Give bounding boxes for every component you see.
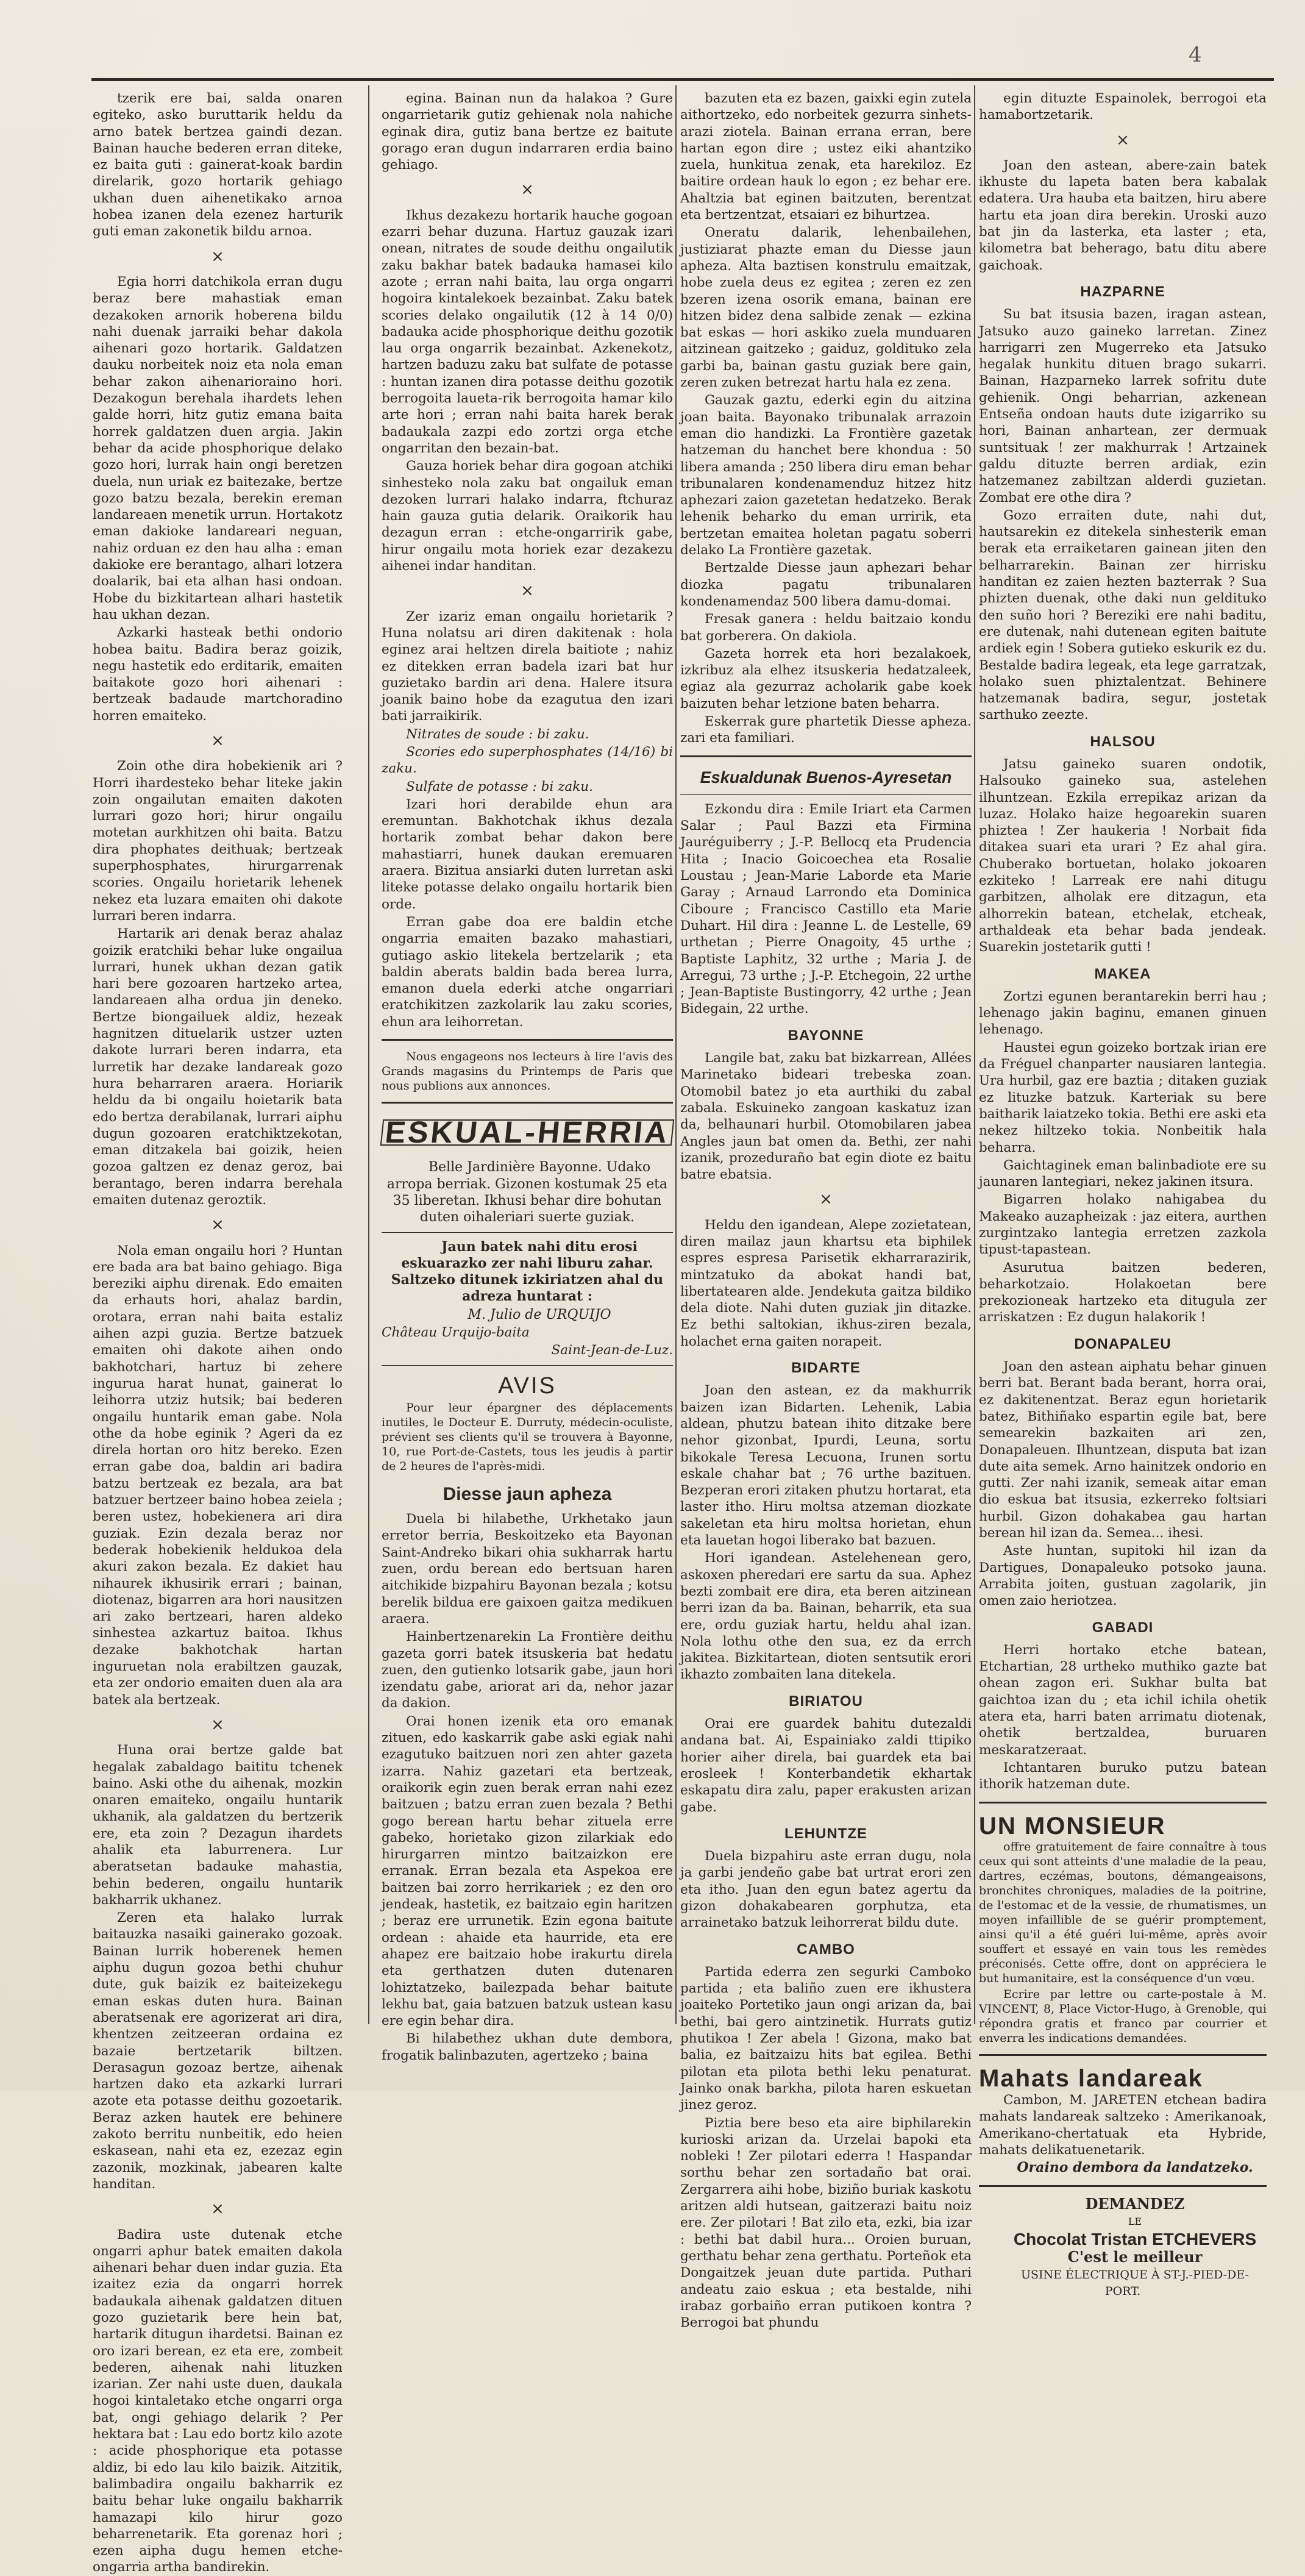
rule [382,1039,673,1041]
ad-chocolat-slogan: C'est le meilleur [1067,2248,1203,2266]
paragraph: Sulfate de potasse : bi zaku. [406,779,593,794]
ad-chocolat-demandez: DEMANDEZ [1085,2194,1185,2213]
paragraph: Joan den astean, ez da makhurrik baizen izan Bidarten. Lehenik, Labia aldean, phutzu batean ihito ditzake bere nehor gizonbat, Ipurdi, Leuna, sortu bikokale Teresa Lecuona, Irunen sortu eskale chahar bat ; 76 urthe bazituen. Bezperan erori zitaken phutzu hortarat, eta laster itho. Hiru moltsa atzeman diozkate sakeletan eta hiru moltsa horietan, ehun eta lauetan hogoi liberako bat bazuen. [680,1383,972,1549]
section-separator: × [211,1715,224,1734]
paragraph: Heldu den igandean, Alepe zozietatean, diren mailaz jaun khartsu eta biphilek espres espresa Parisetik ekharrarazirik, mintzatuko da abokat handi bat, libertatearen alde. Jendekuta gaitza bildiko dela diote. Nahi duten guziak jin ditazke. Ez bethi saltokian, ikhus-ziren bezala, holachet erna gaiten norapeit. [680,1217,972,1349]
avis-title: AVIS [498,1372,556,1399]
ad-mahats-text: Cambon, M. JARETEN etchean badira mahats landareak saltzeko : Amerikanoak, Amerikano-chertatuak eta Hybride, mahats delikatuenetarik. [979,2093,1267,2158]
column-1 [93,90,343,2575]
paragraph: Su bat itsusia bazen, iragan astean, Jatsuko auzo gaineko larretan. Zinez harrigarri zen Mugerreko eta Jatsuko hegalak hunkitu dituen brago sukarri. Bainan, Hazparneko larrek sofritu dute gehienik. Ongi beharrian, azkenean Entseña ondoan hauts dute izigarriko su hori, Bainan anhartean, zer dermuak suntsituak ! zer makhurrak ! Artzainek galdu dituzte berren ardiak, ezin hatzemanez zabiltzan alderdi guzietan. Zombat ere othe dira ? [979,307,1267,505]
section-title-hazparne: HAZPARNE [1080,283,1165,300]
paragraph: Partida ederra zen segurki Camboko partida ; eta baliño zuen ere ikhustera joaiteko Portetiko jaun ongi arizan da, bai bethi, bai gero aintzinetik. Hurrats gutiz phutikoa ! Zer abela ! Gizona, mako bat balia, ez baitzaizu hits bat egilea. Bethi pilotan eta pilota bethi leku penaturat. Jainko onak barkha, pilota haren eskuetan jinez geroz. [680,1964,972,2113]
section-title-makea: MAKEA [1094,965,1151,982]
paragraph: Scories edo superphosphates (14/16) bi zaku. [382,744,673,777]
paragraph: Zeren eta halako lurrak baitauzka nasaiki gainerako gozoak. Bainan lurrik hoberenek hemen aiphu dugun gozoa bethi chuhur dute, guk baizik ez baiteizekegu eman eskas duten hura. Bainan aberatsenak ere agorizerat ari dira, khentzen zeitzeeran ordaina ez bazaie bertzetarik biltzen. Derasagun gozoaz bertze, aihenak hartzen dako eta azkarki lurrari azote eta potasse deithu gozoetarik. Beraz azken hautek ere behinere zakoto berritu nunbeitik, edo heien eskasean, nahi eta ez, ezezaz egin zazonik, mozkinak, jabearen kalte handitan. [93,1910,343,2192]
paragraph: Orai ere guardek bahitu dutezaldi andana bat. Ai, Espainiako zaldi ttipiko horier aiher direla, bai guardek eta bai erosleek ! Konterbandetik ekhartak eskapatu dira zalu, paper erakusten arizan gabe. [680,1716,972,1815]
section-separator: × [521,582,534,601]
ad-book-buyer-title: Jaun batek nahi ditu erosi eskuarazko zer nahi liburu zahar. Saltzeko ditunek izkiriatzen ahal du adreza huntarat : [391,1238,664,1305]
paragraph: Hartarik ari denak beraz ahalaz goizik eratchiki behar luke ongailua lurrari, hunek ukhan dezan gatik hari bere gozoaren hartzeko artea, landareaen alha ordua jin deneko. Bertze biongailuek aldiz, hezeak hagnitzen dituelarik ustzer uzten dakote lurrari beren indarra, eta lurretik har dezake landareak gozo hura beharraren araera. Horiarik heldu da bi ongailu hoietarik bata edo bertza derabilanak, lurrari aiphu dugun gozoaren eratchiktzekotan, eman ditzakela bai goizik, heien gozoa galtzen ez denaz geroz, bai berantago, beren indarra berehala emaiten dutenaz geroztik. [93,926,343,1208]
paragraph: Erran gabe doa ere baldin etche ongarria emaiten bazako mahastiari, gutiago askio litekela bertzelarik ; eta baldin aberats baldin bada berea lurra, emanon duela ederki atche ongarriari eratchikitzen zazkolarik lau zaku scories, ehun ara leihorretan. [382,914,673,1030]
ad-book-buyer-name: M. Julio de URQUIJO [468,1307,611,1322]
rule [979,2185,1267,2187]
section-title-lehuntze: LEHUNTZE [784,1825,867,1842]
paragraph: Izari hori derabilde ehun ara eremuntan. Bakhotchak ikhus dezala hortarik zombat behar dakon bere mahastiarri, hunek daukan eremuaren araera. Bizitua ansiarki duten lurretan aski liteke potasse delako ongailu hortarik bien orde. [382,796,673,912]
ad-chocolat-le: LE [1128,2215,1142,2227]
page-number: 4 [1189,43,1202,67]
paragraph: Duela bi hilabethe, Urkhetako jaun erretor berria, Beskoitzeko eta Bayonan Saint-Andreko bikari ohia sukharrak hartu zuen, ordu berean edo bertsuan haren aitchikide bizpahiru Bayonan bezala ; kotsu berelik bildua ere gaixoen gaitza medikuen araera. [382,1511,673,1627]
paragraph: Gozo erraiten dute, nahi dut, hautsarekin ez ditekela sinhesterik eman berak eta erraiketaren gainean jiten den belharrarekin. Bainan zer hirrisku handitan ez zaien hezten bazterrak ? Sua phizten duenak, othe daki nun geldituko den suño hori ? Bereziki ere nahi baditu, ere dutenak, nahi dutenean egiten baitute ardiek egin ! Sobera gutieko eskurik ez du. Bestalde badira legeak, eta lege garratzak, holako suen phiztalentzat. Behinere hatzemanak badira, segur, jostetak sarthuko zeezte. [979,507,1267,723]
paragraph: Bigarren holako nahigabea du Makeako auzapheizak : jaz eitera, aurthen zurgintzako lantegia erretzen zazkola tipust-tapastean. [979,1192,1267,1258]
paragraph: Egia horri datchikola erran dugu beraz bere mahastiak eman dezakoken arnorik hoberena bildu nahi duenak jarraiki behar dakola aihenari gozo hortarik. Galdatzen dauku norbeitek noiz eta nola eman behar zakon aihenarioraino hori. Dezakogun berehala ihardets lehen galde horri, hitz gutiz emana baita horrek galdatzen duen argia. Jakin behar da acide phosphorique delako gozo hori, lurrak hain ongi beretzen duela, nun uriak ez baitezake, bertze gozo batzu bezala, berekin ereman landareaen menetik urrun. Hortakotz eman dakioke landareari neguan, nahiz orduan ez den hau alha : eman dakioke ere berantago, alhari lotzera doalarik, bai eta alhan hasi ondoan. Hobe du bizkitartean alhari hastetik hau ukhan dezan. [93,274,343,623]
paragraph: Joan den astean aiphatu behar ginuen berri bat. Berant bada berant, horra orai, ez dakitenentzat. Beraz egun horietarik batez, Bithiñako espartin egile bat, bere semearekin bazkaiten ari zen, Donapaleuen. Ilhuntzean, disputa bat izan dute aita semek. Arno hainitzek ondorio en gutti. Zer nahi izanik, semeak aitar eman dio eskua bat itsusia, ezkerreko foltsiari hurbil. Gizon dohakabea gau hartan berean hil izan da. Semea... ihesi. [979,1359,1267,1541]
paragraph: Piztia bere beso eta aire biphilarekin kurioski arizan da. Urzelai bapoki eta nobleki ! Zer pilotari ederra ! Haspandar sorthu behar zen sortadaño bat orai. Zergarrera aihi hobe, biziño buriak kaskotu aritzen aldi hutsean, gaitzerazi baitu noiz ere. Zer pilotari ! Bat zilo eta, ezki, bia izar : bethi bat dabil hura... Oroien buruan, gerthatu behar zena gerthatu. Porteñok eta Dongaitzek jeuan dute partida. Puthari andeatu zaio eskua ; eta bestalde, nihi irabaz gorbaiño erran putikoen kontra ? Berrogoi bat phundu [680,2115,972,2331]
section-separator: × [211,247,224,266]
column-divider [675,85,677,2024]
section-title-biriatou: BIRIATOU [789,1693,863,1710]
rule [979,2054,1267,2056]
rule [979,1802,1267,1804]
section-separator: × [211,1216,224,1235]
paragraph: Eskerrak gure phartetik Diesse apheza. zari eta familiari. [680,713,972,746]
paragraph: Zortzi egunen berantarekin berri hau ; lehenago jakin baginu, emanen ginuen lehenago. [979,988,1267,1038]
rule [680,794,972,795]
paragraph: Orai honen izenik eta oro emanak zituen, edo kaskarrik gabe aski egiak nahi ezagutuko baitzuen nori zen ahter gazeta izarra. Nahiz gazetari eta bertzeak, oraikorik egin zuen berak erran nahi ezez baitzuen ; batzu erran zuen bezala ? Bethi gogo berean hartu behar zituela erre gabeko, horietako gizon zilarkiak edo hirurgarren mintzo baitzaizkon ere erranak. Erran bezala eta Aspekoa ere baitzen bai zorro herrikariek ; ez den oro jendeak, hastetik, ez baitzaio egin haritzen ; beraz ere urrunetik. Ezin egona baitute ordean : ahaide eta haurride, eta ere ahapez ere baitzaio hobe irakurtu direla eta gerthatzen duten dutenaren lohiztatzeko, bailezpada behar baitute lekhu bat, gaia batzuen batzuk ustean kasu ere egin behar dira. [382,1713,673,2029]
paragraph: Aste huntan, supitoki hil izan da Dartigues, Donapaleuko potsoko jauna. Arrabita joiten, gustuan zagolarik, jin omen zaio heriotzea. [979,1543,1267,1609]
section-title-donapaleu: DONAPALEU [1074,1335,1172,1352]
ad-chocolat-factory: USINE ÉLECTRIQUE À ST-J.-PIED-DE-PORT. [1020,2267,1249,2299]
section-separator: × [211,2200,224,2219]
paragraph: Haustei egun goizeko bortzak irian ere da Fréguel chanparter nausiaren lantegia. Ura hurbil, gaz ere baztia ; ditaken guziak ez lituzke batzuk. Karteriak su bere baitharik laiatzeko tokia. Bethi ere aski eta nekez hiltzeko tokia. Nonbeitik hala beharra. [979,1040,1267,1155]
paragraph: Gazeta horrek eta hori bezalakoek, izkribuz ala elhez itsuskeria hedatzaleek, egiaz ala gezurraz acholarik gabe koek baizuten behar letzione baten beharra. [680,646,972,712]
paragraph: Fresak ganera : heldu baitzaio kondu bat gorberera. On dakiola. [680,612,972,644]
paragraph: Ezkondu dira : Emile Iriart eta Carmen Salar ; Paul Bazzi eta Firmina Jauréguiberry ; J.-P. Bellocq eta Prudencia Hita ; Inacio Goicoechea eta Rosalie Loustau ; Jean-Marie Laborde eta Marie Garay ; Arnaud Larrondo eta Dominica Ciboure ; Francisco Castillo eta Marie Duhart. Hil dira : Jeanne L. de Lestelle, 69 urthetan ; Pierre Onagoity, 45 urthe ; Baptiste Laphitz, 32 urthe ; Maria J. de Arregui, 73 urthe ; J.-P. Etchegoin, 22 urthe ; Jean-Baptiste Bustingorry, 42 urthe ; Jean Bidegain, 22 urthe. [680,801,972,1017]
paragraph: Nitrates de soude : bi zaku. [406,726,589,742]
paragraph: Zer izariz eman ongailu horietarik ? Huna nolatsu ari diren dakitenak : hola eginez arai heltzen direla baitiote ; nahiz ez ditekken erran badela izari bat hur guzietako bardin ari dena. Halere itsura joanik baino hobe da ezagutua den izari bati jarraikirik. [382,608,673,724]
paragraph: Zoin othe dira hobekienik ari ? Horri ihardesteko behar liteke jakin zoin ongailutan emaiten dakoten lurrari gozo hori; hirur ongailu motetan aurkhitzen ohi baita. Batzu dira phophates deithuak; bertzeak superphosphates, hirurgarrenak scories. Ongailu horietarik lehenek nekez eta luzara emaiten ohi dakote lurrari beren indarra. [93,758,343,924]
paragraph: Duela bizpahiru aste erran dugu, nola ja garbi jendeño gabe bat urtrat erori zen eta itho. Juan den egun batez agertu da gizon dohakabearen gorphutza, eta arrainetako batzuk leihorrerat bildu dute. [680,1849,972,1931]
rule [382,1365,673,1366]
column-divider [974,85,975,2024]
section-separator: × [1116,130,1129,149]
buenos-aires-title: Eskualdunak Buenos-Ayresetan [700,768,952,787]
section-title-cambo: CAMBO [797,1941,855,1958]
section-title-bidarte: BIDARTE [791,1360,861,1377]
rule [382,1232,673,1233]
section-title-gabadi: GABADI [1092,1619,1154,1636]
section-separator: × [211,731,224,750]
masthead-eskual-herria: ESKUAL-HERRIA [380,1119,675,1146]
paragraph: Hori igandean. Astelehenean gero, askoxen pheredari ere sartu da sua. Aphez bezti zombait ere dira, eta beren aitzinean berri izan da ba. Bainan, beharrik, eta sua ere, ordu guziak hartu, heldu ahal izan. Nola lothu othe den sua, ez da errch jakitea. Bizkitartean, dioten sentsutik erori ikhazto zombaiten lana ditekela. [680,1550,972,1683]
ad-un-monsieur-text: offre gratuitement de faire connaître à tous ceux qui sont atteints d'une maladie de la peau, dartres, eczémas, boutons, démangeaisons, bronchites chroniques, maladies de la poitrine, de l'estomac et de la vessie, de rhumatismes, un moyen infaillible de se guérir promptement, ainsi qu'il a été guéri lui-même, après avoir souffert et essayé en vain tous les remèdes préconisés. Cette offre, dont on appréciera le but humanitaire, est la conséquence d'un vœu. [979,1839,1267,1985]
paragraph: Joan den astean, abere-zain batek ikhuste du lapeta baten bera kabalak edatera. Ura hauba eta baitzen, hiru abere hartu eta joan dira berekin. Uroski auzo bat jin da lasterka, eta laster ; eta, kilometra bat beherago, batu ditu abere gaichoak. [979,157,1267,273]
paragraph: egina. Bainan nun da halakoa ? Gure ongarrietarik gutiz gehienak nola nahiche eginak dira, gutiz bana bertze ez baitute gorago eran dugun indarraren erdia baino gehiago. [382,91,673,173]
paragraph: Badira uste dutenak etche ongarri aphur batek emaiten dakola aihenari behar duen indar guzia. Eta izaitez ezia da ongarri horrek badaukala aihenak galdatzen dituen gozo guzietarik bere hein bat, hartarik ditugun ihardetsi. Bainan ez oro izari berean, ez eta ere, zombeit bederen, aihenak nahi lituzken izarian. Zer nahi uste duen, daukala hogoi kintaletako etche ongarri orga bat, ongi gehiago delarik ? Per hektara bat : Lau edo bortz kilo azote : acide phosphorique eta potasse aldiz, bi edo lau kilo baizik. Aitzitik, balimbadira ongailu bakharrik ez baitu behar luke ongailu bakharrik hamazapi kilo hirur gozo beharrenetarik. Eta gorenaz hori ; ezen aipha dugu hemen etche-ongarria artha bandirekin. [93,2227,343,2575]
ad-book-buyer-city: Saint-Jean-de-Luz. [551,1343,673,1358]
section-separator: × [521,180,534,199]
paragraph: Jatsu gaineko suaren ondotik, Halsouko gaineko sua, astelehen ilhuntzean. Ezkila errepikaz arizan da luzaz. Holako haize hegoarekin suaren phiztea ! Zer haukeria ! Norbait fida ditakea suari eta urari ? Ez ahal gira. Chuberako bortuetan, holako jokoaren ezkiteko ! Larreak ere nahi ditugu garbitzen, alholak ere ditzagun, eta alhorrekin batean, etchelak, etcheak, arthaldeak eta behar bada jendeak. Suarekin jostetarik gutti ! [979,756,1267,955]
section-title-halsou: HALSOU [1090,733,1156,750]
paragraph: Nola eman ongailu hori ? Huntan ere bada ara bat baino gehiago. Biga bereziki aiphu direnak. Edo emaiten da erhauts hori, ahalaz bardin, orotara, erran nahi baita estaliz aihen azpi guzia. Bertze batzuek emaiten ohi dakote aihen ondo bakhotchari, hartuz bi zehere ingurua harat hunat, gainerat lo leihorra utziz hutsik; bai bederen ongailu huntarik eman gabe. Nola othe da hobe eginik ? Ageri da ez direla hortan oro hitz bereko. Ezen erran gabe doa, baldin ari badira batzu bertzeak ez bezala, ara bat batzuer bertzeer baino hobea zeiela ; beren ustez, hobekienera ari dira guziak. Ezin dezala beraz nor bederak hobekienik heldukoa dela akuri zakon bezala. Ez dakiet hau nihaurek ikhusirik errari ; bainan, diotenaz, bigarren ara hori nausitzen ari zako bertzeari, haren aldeko sinhestea azkartuz baitoa. Ikhus dezake bakhotchak hartan inguruetan nola erabiltzen gauzak, eta zer ondorio emaiten duen ala ara batek ala bertzeak. [93,1243,343,1708]
section-title-bayonne: BAYONNE [788,1027,864,1044]
paragraph: Gauzak gaztu, ederki egin du aitzina joan baita. Bayonako tribunalak arrazoin eman dio handizki. La Frontière gazetak hatzeman du hanchet bere khondua : 50 libera amanda ; 250 libera diru eman behar tribunalaren kondenamenduz hitzez hitz aphezari zaion gazetetan hedatzeko. Berak lehenik beharko du eman urririk, eta bertzetan emaitea holetan pagatu soberri delako La Frontière gazetak. [680,393,972,558]
paragraph: Nous engageons nos lecteurs à lire l'avis des Grands magasins du Printemps de Paris que nous publions aux annonces. [382,1050,673,1093]
ad-un-monsieur-title: UN MONSIEUR [979,1812,1166,1839]
paragraph: Oneratu dalarik, lehenbailehen, justiziarat phazte eman du Diesse jaun apheza. Alta baztisen konstrulu emaitzak, hobe zuela deus ez egitea ; zeren ez zen bzeren izena osorik emana, bainan ere hitzen bidez dena salbide zenak — ezkina bat eskas — hori askiko zuela munduaren aitzinean gaitzeko ; gaiduz, goldituko zela garbi ba, bainan gastu guziak bere gain, zeren zuken betrezat hartu hala ez zena. [680,225,972,391]
ad-mahats-title: Mahats landareak [979,2064,1203,2092]
ad-mahats-end: Oraino dembora da landatzeko. [1017,2160,1253,2176]
ad-belle-jardiniere: Belle Jardinière Bayonne. Udako arropa berriak. Gizonen kostumak 25 eta 35 liberetan. Ikhusi behar dire bohutan duten oihaleriari suerte guziak. [386,1160,668,1226]
section-separator: × [819,1190,833,1209]
paragraph: Bertzalde Diesse jaun aphezari behar diozka pagatu tribunalaren kondenamendaz 500 libera damu-domai. [680,560,972,609]
paragraph: bazuten eta ez bazen, gaixki egin zutela aithortzeko, edo norbeitek gezurra sinhets-arazi ziotela. Bainan errana erran, bere hartan egon dire ; ustez eiki ahantziko zuela, hunkitua zenak, eta harekiloz. Ez baitire ordean hauk lo egon ; ez behar ere. Ahaltzia bat eginen baitzuten, berentzat eta bertzentzat, etsaiari ez bihurtzea. [680,91,972,223]
paragraph: Gauza horiek behar dira gogoan atchiki sinhesteko nola zaku bat ongailuk eman dezoken lurrari halako indarra, ftchuraz hain gauza gutia delarik. Oraikorik hau dezagun erran : etche-ongarririk gabe, hirur ongailu mota horiek ezar dezakezu aihenei indar handitan. [382,458,673,574]
paragraph: Ikhus dezakezu hortarik hauche gogoan ezarri behar duzuna. Hartuz gauzak izari onean, nitrates de soude deithu ongailutik zaku bakhar batek badauka hamasei kilo azote ; erran nahi baita, lau orga ongarri hogoira kintalekoek bezainbat. Zaku batek scories delako ongailutik (12 à 14 0/0) badauka acide phosphorique deithu gozotik lau orga ongarrik bezainbat. Azkenekotz, hartzen baduzu zaku bat sulfate de potasse : huntan izanen dira potasse deithu gozotik berrogoita laueta-rik berrogoita hamar kilo arte hori ; erran nahi baita harek berak badaukala zazpi edo zortzi orga etche ongarritan den bezain-bat. [382,207,673,456]
paragraph: Ichtantaren buruko putzu batean ithorik hatzeman dute. [979,1760,1267,1793]
ad-chocolat-brand: Chocolat Tristan ETCHEVERS [1013,2230,1257,2249]
top-rule [91,78,1274,81]
ad-un-monsieur-address: Ecrire par lettre ou carte-postale à M. VINCENT, 8, Place Victor-Hugo, à Grenoble, qui répondra gratis et franco par courrier et enverra les indications demandées. [979,1987,1267,2045]
rule [680,755,972,757]
paragraph: Gaichtaginek eman balinbadiote ere su jaunaren lantegiari, nekez jakinen itsura. [979,1157,1267,1190]
paragraph: Asurutua baitzen bederen, beharkotzaio. Holakoetan bere prekozioneak hartzeko eta ditugula zer arriskatzen : Ez dugun halakorik ! [979,1260,1267,1325]
column-divider [368,85,369,2024]
paragraph: tzerik ere bai, salda onaren egiteko, asko buruttarik heldu da arno batek bertzea gaindi dezan. Bainan hauche bederen erran diteke, ez baita guti : gainerat-koak bardin direlarik, gozo hortarik gehiago ukhan duen aihenetikako arnoa hobea izanen dela ezenez harturik guti eman zakonetik bildu arnoa. [93,91,343,240]
paragraph: Bi hilabethez ukhan dute dembora, frogatik balinbazuten, agertzeko ; baina [382,2031,673,2063]
avis-text: Pour leur épargner des déplacements inutiles, le Docteur E. Durruty, médecin-oculiste, prévient ses clients qu'il se trouvera à Bayonne, 10, rue Port-de-Castets, tous les jeudis à partir de 2 heures de l'après-midi. [382,1400,673,1473]
column-2 [382,90,673,2063]
paragraph: Langile bat, zaku bat bizkarrean, Allées Marinetako bideari trebeska zoan. Otomobil batez jo eta aurthiki du zabal zabala. Eskuineko zangoan kaskatuz izan da, belhaunari hurbil. Otomobilaren jabea Angles jaun bat omen da. Bethi, zer nahi izanik, prozeduraño bat egin diote ez baitu batre ebatsia. [680,1051,972,1183]
paragraph: egin dituzte Espainolek, berrogoi eta hamabortzetarik. [979,91,1267,123]
ad-book-buyer-address: Château Urquijo-baita [382,1325,530,1340]
paragraph: Herri hortako etche batean, Etchartian, 28 urtheko muthiko gazte bat ohean zagon eri. Sukhar bulta bat gaichtoa izan du ; eta ichil ichila ohetik atera eta, harri baten arrimatu diotenak, ohetik bertzaldea, buruaren meskaratzeraat. [979,1642,1267,1758]
paragraph: Hainbertzenarekin La Frontière deithu gazeta gorri batek itsuskeria bat hedatu zuen, den gutienko lotsarik gabe, jaun hori izendatu gabe, ariorat ari da, nehor jazar da dakion. [382,1629,673,1711]
column-4 [979,90,1267,2299]
diesse-title: Diesse jaun apheza [443,1483,612,1504]
column-3 [680,90,972,2331]
paragraph: Azkarki hasteak bethi ondorio hobea baitu. Badira beraz goizik, negu hastetik edo erditarik, emaiten baitakote gozo hori aihenari : bertzeak badaude martchoradino horren emaiteko. [93,625,343,724]
rule [382,1102,673,1104]
paragraph: Huna orai bertze galde bat hegalak zabaldago baititu tchenek baino. Aski othe du aihenak, mozkin onaren emaiteko, ongailu huntarik ukhanik, ala galdatzen du bertzerik ere, eta zoin ? Dezagun ihardets ahalik eta laburrenera. Lur aberatsetan badauke mahastia, behin bederen, ongailu huntarik bakharrik ukhanez. [93,1743,343,1908]
